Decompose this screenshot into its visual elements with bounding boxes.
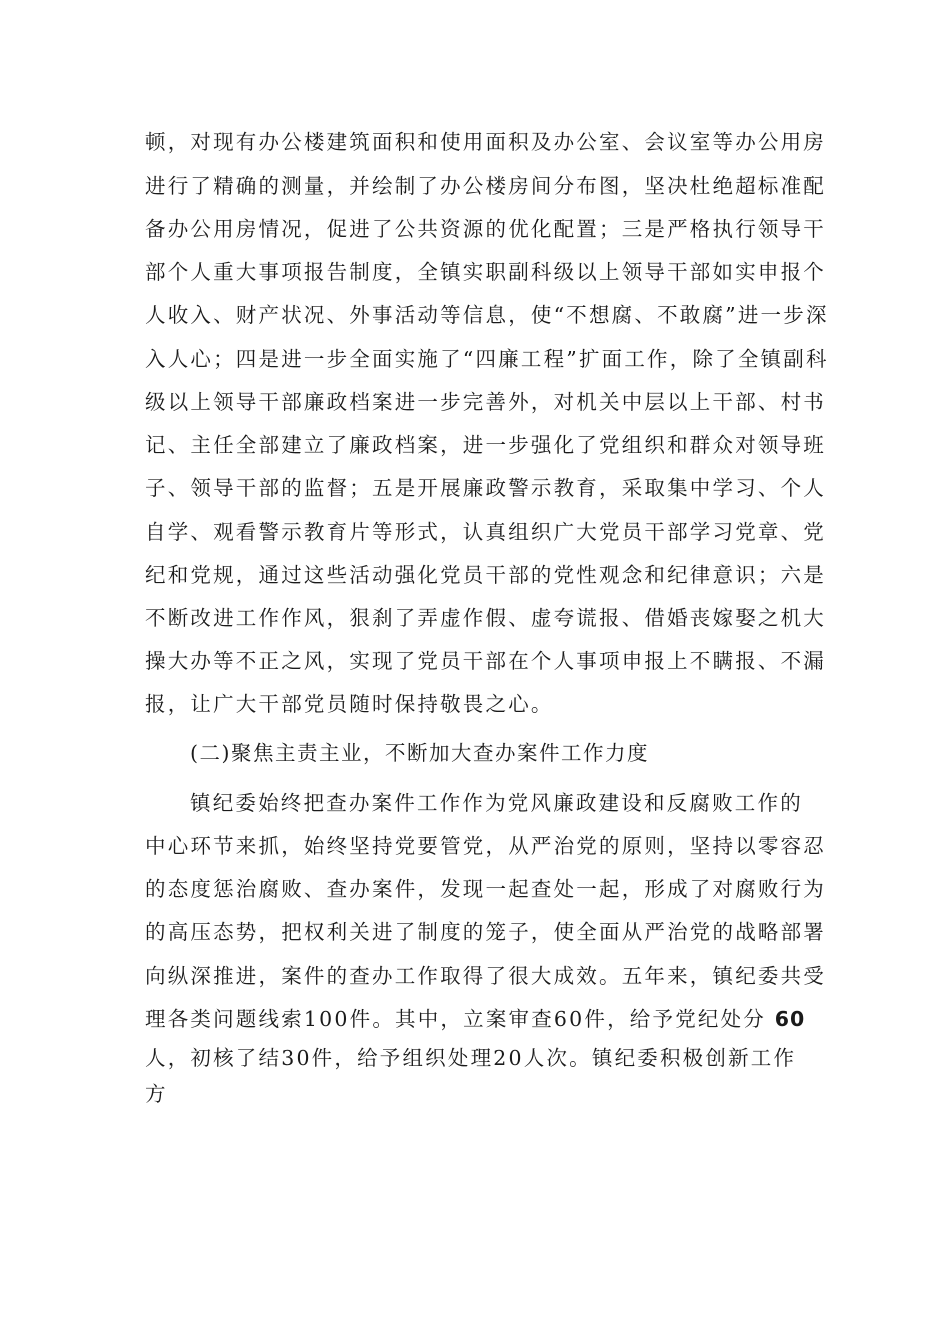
text-line: 自学、观看警示教育片等形式，认真组织广大党员干部学习党章、党 [145,520,826,544]
text-line: 备办公用房情况，促进了公共资源的优化配置；三是严格执行领导干 [145,217,826,241]
text-line: 人，初核了结30件，给予组织处理20人次。镇纪委积极创新工作 [145,1046,797,1070]
text-line: 不断改进工作作风，狠刹了弄虚作假、虚夸谎报、借婚丧嫁娶之机大 [145,606,826,630]
text-line: 纪和党规，通过这些活动强化党员干部的党性观念和纪律意识；六是 [145,563,826,587]
bold-number: 60 [774,1007,806,1031]
section-heading: (二)聚焦主责主业，不断加大查办案件工作力度 [190,741,649,765]
text-line: 入人心；四是进一步全面实施了“四廉工程”扩面工作，除了全镇副科 [145,347,829,371]
text-line: 的高压态势，把权利关进了制度的笼子，使全面从严治党的战略部署 [145,920,826,944]
text-line: 人收入、财产状况、外事活动等信息，使“不想腐、不敢腐”进一步深 [145,303,829,327]
text-line: 方 [145,1082,168,1106]
text-line: 部个人重大事项报告制度，全镇实职副科级以上领导干部如实申报个 [145,260,826,284]
text-line: 子、领导干部的监督；五是开展廉政警示教育，采取集中学习、个人 [145,476,826,500]
text-segment: 理各类问题线索100件。其中，立案审查60件，给予党纪处分 [145,1007,767,1031]
text-line: 级以上领导干部廉政档案进一步完善外，对机关中层以上干部、村书 [145,390,826,414]
text-line: 报，让广大干部党员随时保持敬畏之心。 [145,692,554,716]
text-line: 的态度惩治腐败、查办案件，发现一起查处一起，形成了对腐败行为 [145,877,826,901]
text-line: 进行了精确的测量，并绘制了办公楼房间分布图，坚决杜绝超标准配 [145,174,826,198]
text-line: 操大办等不正之风，实现了党员干部在个人事项申报上不瞒报、不漏 [145,649,826,673]
text-line: 中心环节来抓，始终坚持党要管党，从严治党的原则，坚持以零容忍 [145,834,826,858]
text-line: 顿，对现有办公楼建筑面积和使用面积及办公室、会议室等办公用房 [145,130,826,154]
text-line: 向纵深推进，案件的查办工作取得了很大成效。五年来，镇纪委共受 [145,964,826,988]
text-line-with-number [145,1005,805,1033]
text-line: 镇纪委始终把查办案件工作作为党风廉政建设和反腐败工作的 [190,791,803,815]
text-line: 记、主任全部建立了廉政档案，进一步强化了党组织和群众对领导班 [145,433,826,457]
